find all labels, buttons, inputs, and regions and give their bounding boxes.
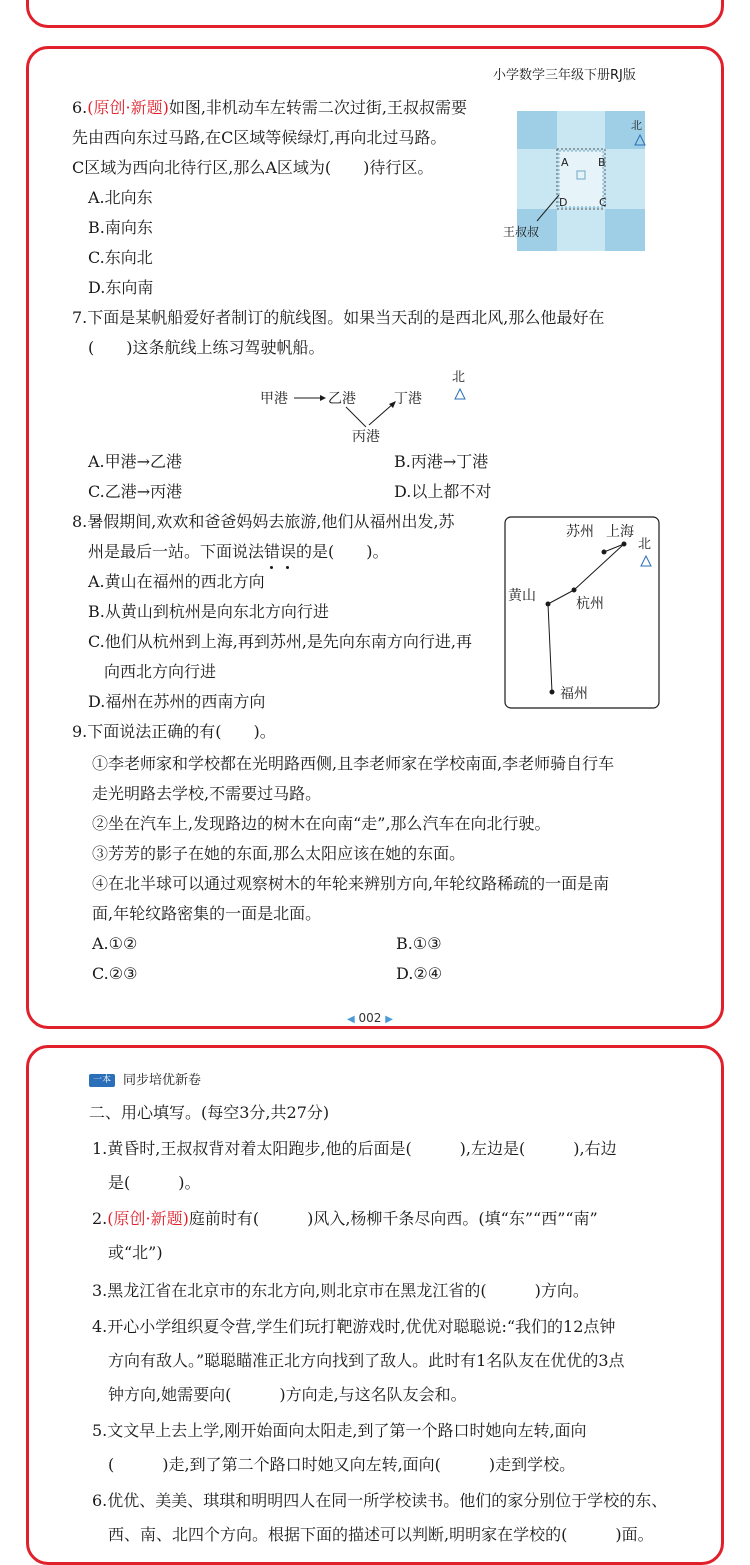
question-text: 暑假期间,欢欢和爸爸妈妈去旅游,他们从福州出发,苏	[87, 512, 455, 531]
prev-triangle-icon: ◀	[347, 1014, 355, 1025]
fill-q1-line2: 是( )。	[108, 1173, 201, 1192]
question-number: 7.	[72, 308, 88, 327]
region-c-label: C	[599, 196, 607, 209]
fill-q3: 3.黑龙江省在北京市的东北方向,则北京市在黑龙江省的( )方向。	[92, 1281, 589, 1300]
question-6-line3: C区域为西向北待行区,那么A区域为( )待行区。	[72, 158, 434, 177]
q8-option-b[interactable]: B.从黄山到杭州是向东北方向行进	[88, 602, 329, 621]
emphasis-dot	[270, 566, 273, 569]
q8-option-c[interactable]: C.他们从杭州到上海,再到苏州,是先向东南方向行进,再	[88, 632, 473, 651]
city-fuzhou: 福州	[560, 686, 588, 702]
q9-option-b[interactable]: B.①③	[396, 934, 442, 953]
page-header-title: 小学数学三年级下册RJ版	[493, 68, 636, 83]
north-label: 北	[638, 537, 652, 552]
next-page-card	[26, 1045, 724, 1565]
q7-option-b[interactable]: B.丙港→丁港	[394, 452, 489, 471]
statement-4: ④在北半球可以通过观察树木的年轮来辨别方向,年轮纹路稀疏的一面是南	[92, 874, 610, 893]
fill-q6-line2: 西、南、北四个方向。根据下面的描述可以判断,明明家在学校的( )面。	[108, 1525, 654, 1544]
statement-2: ②坐在汽车上,发现路边的树木在向南“走”,那么汽车在向北行驶。	[92, 814, 551, 833]
q8-option-d[interactable]: D.福州在苏州的西南方向	[88, 692, 266, 711]
section-title: 二、用心填写。(每空3分,共27分)	[89, 1103, 330, 1122]
city-huangshan: 黄山	[508, 588, 536, 604]
question-number: 2.	[92, 1209, 108, 1228]
emphasis-dot	[286, 566, 289, 569]
question-7	[72, 307, 604, 329]
fill-q2-line2: 或“北”)	[108, 1243, 163, 1262]
fill-q5: 5.文文早上去上学,刚开始面向太阳走,到了第一个路口时她向左转,面向	[92, 1421, 587, 1440]
series-header	[89, 1070, 201, 1092]
city-suzhou: 苏州	[566, 524, 594, 540]
q7-option-d[interactable]: D.以上都不对	[394, 482, 492, 501]
question-text: 下面是某帆船爱好者制订的航线图。如果当天刮的是西北风,那么他最好在	[87, 308, 605, 327]
series-title: 同步培优新卷	[123, 1073, 202, 1088]
fill-q4-line2: 方向有敌人。”聪聪瞄准正北方向找到了敌人。此时有1名队友在优优的3点	[108, 1351, 625, 1370]
original-tag: (原创·新题)	[87, 98, 169, 117]
region-d-label: D	[559, 196, 568, 209]
north-label: 北	[631, 119, 642, 132]
fill-q1: 1.黄昏时,王叔叔背对着太阳跑步,他的后面是( ),左边是( ),右边	[92, 1139, 617, 1158]
original-tag: (原创·新题)	[107, 1209, 189, 1228]
fill-q2	[92, 1208, 598, 1230]
q6-option-d[interactable]: D.东向南	[88, 278, 154, 297]
page-number	[347, 1011, 393, 1025]
question-text: 庭前时有( )风入,杨柳千条尽向西。(填“东”“西”“南”	[188, 1209, 598, 1228]
page-card	[26, 46, 724, 1029]
page-number-text: 002	[358, 1011, 382, 1025]
statement-1-line2: 走光明路去学校,不需要过马路。	[92, 784, 322, 803]
fill-q6: 6.优优、美美、琪琪和明明四人在同一所学校读书。他们的家分别位于学校的东、	[92, 1491, 668, 1510]
q7-option-a[interactable]: A.甲港→乙港	[88, 452, 183, 471]
port-jia: 甲港	[260, 391, 288, 407]
sailing-route-map	[254, 367, 484, 447]
port-bing: 丙港	[352, 429, 380, 445]
q6-option-a[interactable]: A.北向东	[88, 188, 153, 207]
question-8-line2: 州是最后一站。下面说法错误的是( )。	[88, 542, 389, 561]
q9-option-d[interactable]: D.②④	[396, 964, 443, 983]
person-label: 王叔叔	[503, 225, 540, 239]
region-b-label: B	[598, 156, 606, 169]
north-label: 北	[452, 370, 466, 385]
statement-1: ①李老师家和学校都在光明路西侧,且李老师家在学校南面,李老师骑自行车	[92, 754, 615, 773]
port-ding: 丁港	[394, 391, 422, 407]
statement-3: ③芳芳的影子在她的东面,那么太阳应该在她的东面。	[92, 844, 466, 863]
question-number: 6.	[72, 98, 88, 117]
question-9	[72, 721, 276, 743]
brand-badge: 一本	[89, 1074, 115, 1087]
question-text: 下面说法正确的有( )。	[87, 722, 276, 741]
fill-q4: 4.开心小学组织夏令营,学生们玩打靶游戏时,优优对聪聪说:“我们的12点钟	[92, 1317, 616, 1336]
q8-option-a[interactable]: A.黄山在福州的西北方向	[88, 572, 265, 591]
region-a-label: A	[561, 156, 569, 169]
question-number: 8.	[72, 512, 88, 531]
fill-q4-line3: 钟方向,她需要向( )方向走,与这名队友会和。	[108, 1385, 467, 1404]
next-triangle-icon: ▶	[385, 1014, 393, 1025]
q6-option-c[interactable]: C.东向北	[88, 248, 153, 267]
north-arrow-icon	[455, 389, 465, 399]
port-yi: 乙港	[328, 391, 356, 407]
q6-option-b[interactable]: B.南向东	[88, 218, 153, 237]
question-number: 9.	[72, 722, 88, 741]
previous-page-card	[26, 0, 724, 28]
q7-option-c[interactable]: C.乙港→丙港	[88, 482, 183, 501]
statement-4-line2: 面,年轮纹路密集的一面是北面。	[92, 904, 322, 923]
question-8	[72, 511, 455, 533]
fill-q5-line2: ( )走,到了第二个路口时她又向左转,面向( )走到学校。	[108, 1455, 576, 1474]
travel-route-map	[504, 516, 660, 710]
q9-option-c[interactable]: C.②③	[92, 964, 138, 983]
city-hangzhou: 杭州	[576, 596, 604, 612]
question-6-line2: 先由西向东过马路,在C区域等候绿灯,再向北过马路。	[72, 128, 447, 147]
question-text: 如图,非机动车左转需二次过街,王叔叔需要	[168, 98, 468, 117]
q8-option-c-line2: 向西北方向行进	[104, 662, 217, 681]
question-7-line2: ( )这条航线上练习驾驶帆船。	[88, 338, 325, 357]
city-shanghai: 上海	[606, 524, 634, 540]
q9-option-a[interactable]: A.①②	[92, 934, 138, 953]
question-6	[72, 97, 467, 119]
